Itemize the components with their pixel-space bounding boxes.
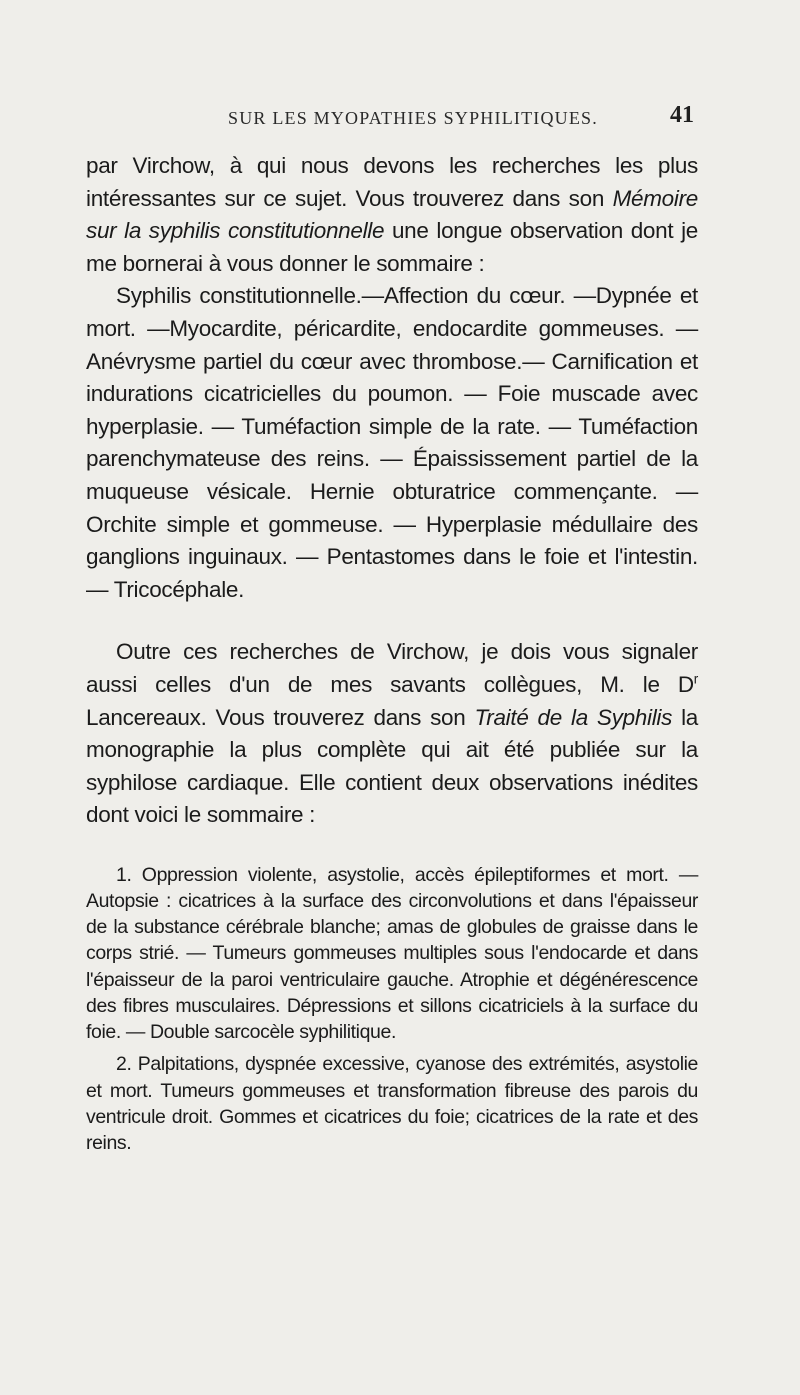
paragraph-virchow-summary: Syphilis constitutionnelle.—Affection du cœur. —Dypnée et mort. —Myocardite, péricardite, endocardite gommeuses. — Anévrysme partiel du cœur avec thrombose.— Carnification et indurations cicatricielles du poumon. — Foie muscade avec hyperplasie. — Tuméfaction simple de la rate. — Tuméfaction parenchymateuse des reins. — Épaississement partiel de la muqueuse vésicale. Hernie obturatrice commençante. — Orchite simple et gommeuse. — Hyperplasie médullaire des ganglions inguinaux. — Pentastomes dans le foie et l'intestin. — Tricocéphale. (86, 283, 698, 602)
observation-1: 1. Oppression violente, asystolie, accès épileptiformes et mort. —Autopsie : cicatrices à la surface des circonvolutions et dans l'épaisseur de la substance cérébrale blanche; amas de globules de graisse dans le corps strié. — Tumeurs gommeuses multiples sous l'endocarde et dans l'épaisseur de la paroi ventriculaire gauche. Atrophie et dégénérescence des fibres musculaires. Dépressions et sillons cicatriciels à la surface du foie. — Double sarcocèle syphilitique. (86, 863, 698, 1044)
paragraph-text: Outre ces recherches de Virchow, je dois vous signaler aussi celles d'un de mes savants collègues, M. le D (86, 639, 698, 697)
main-text (86, 150, 698, 1156)
observation-2: 2. Palpitations, dyspnée excessive, cyanose des extrémités, asystolie et mort. Tumeurs gommeuses et transformation fibreuse des parois du ventricule droit. Gommes et cicatrices du foie; cicatrices de la rate et des reins. (86, 1053, 698, 1154)
superscript-r: r (693, 671, 698, 687)
page-number: 41 (670, 102, 694, 128)
book-title-memoire: Mémoire sur la syphilis constitutionnelle (86, 185, 698, 244)
paragraph-lancereaux (86, 636, 698, 832)
paragraph-text: la monographie la plus complète qui ait été publiée sur la syphilose cardiaque. Elle contient deux observations inédites dont voici le sommaire : (86, 704, 698, 828)
paragraph-text: une longue observation dont je me bornerai à vous donner le sommaire : (86, 218, 698, 276)
book-title-traite: Traité de la Syphilis (474, 704, 673, 730)
running-title: SUR LES MYOPATHIES SYPHILITIQUES. (228, 108, 598, 128)
paragraph-virchow-intro (86, 150, 698, 280)
paragraph-text: Lancereaux. Vous trouverez dans son (86, 704, 475, 730)
paragraph-text: par Virchow, à qui nous devons les recherches les plus intéressantes sur ce sujet. Vous trouverez dans son (86, 153, 698, 211)
